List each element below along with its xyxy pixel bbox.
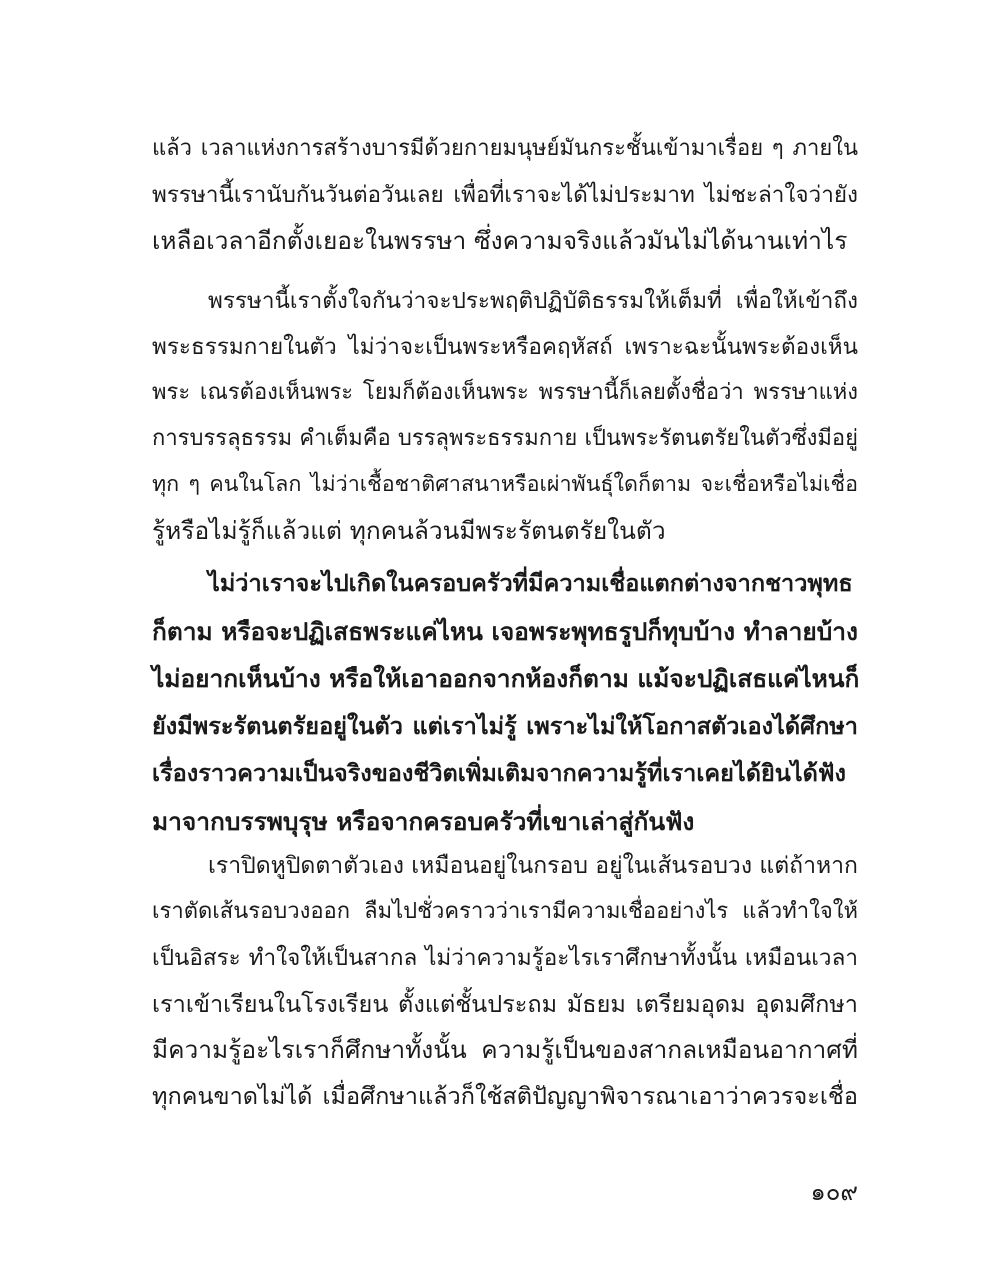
paragraph-line: รู้หรือไม่รู้ก็แล้วแต่ ทุกคนล้วนมีพระรัตนตรัยในตัว [152, 516, 666, 545]
paragraph-line: เราตัดเส้นรอบวงออก ลืมไปชั่วคราวว่าเรามีความเชื่ออย่างไร แล้วทำใจให้ [152, 899, 858, 924]
paragraph-line: ทุกคนขาดไม่ได้ เมื่อศึกษาแล้วก็ใช้สติปัญญาพิจารณาเอาว่าควรจะเชื่อ [152, 1082, 858, 1110]
paragraph-line: ทุก ๆ คนในโลก ไม่ว่าเชื้อชาติศาสนาหรือเผ่าพันธุ์ใดก็ตาม จะเชื่อหรือไม่เชื่อ [152, 472, 858, 497]
paragraph-line: ไม่ว่าเราจะไปเกิดในครอบครัวที่มีความเชื่อแตกต่างจากชาวพุทธ [208, 569, 853, 597]
paragraph-line: แล้ว เวลาแห่งการสร้างบารมีด้วยกายมนุษย์มันกระชั้นเข้ามาเรื่อย ๆ ภายใน [152, 136, 858, 161]
paragraph-1 [152, 126, 858, 264]
paragraph-line: ยังมีพระรัตนตรัยอยู่ในตัว แต่เราไม่รู้ เพราะไม่ให้โอกาสตัวเองได้ศึกษา [152, 711, 858, 740]
paragraph-line: มาจากบรรพบุรุษ หรือจากครอบครัวที่เขาเล่าสู่กันฟัง [152, 806, 695, 836]
paragraph-line: ไม่อยากเห็นบ้าง หรือให้เอาออกจากห้องก็ตาม แม้จะปฏิเสธแค่ไหนก็ [152, 664, 860, 693]
paragraph-line: พระ เณรต้องเห็นพระ โยมก็ต้องเห็นพระ พรรษานี้ก็เลยตั้งชื่อว่า พรรษาแห่ง [152, 380, 858, 405]
paragraph-line: เรื่องราวความเป็นจริงของชีวิตเพิ่มเติมจากความรู้ที่เราเคยได้ยินได้ฟัง [152, 759, 846, 787]
paragraph-line: พรรษานี้เรานับกันวันต่อวันเลย เพื่อที่เราจะได้ไม่ประมาท ไม่ชะล่าใจว่ายัง [152, 182, 858, 208]
paragraph-2 [152, 278, 858, 554]
paragraph-line: พรรษานี้เราตั้งใจกันว่าจะประพฤติปฏิบัติธรรมให้เต็มที่ เพื่อให้เข้าถึง [208, 288, 858, 314]
paragraph-4 [152, 843, 858, 1119]
paragraph-line: พระธรรมกายในตัว ไม่ว่าจะเป็นพระหรือคฤหัสถ์ เพราะฉะนั้นพระต้องเห็น [152, 334, 858, 360]
paragraph-line: มีความรู้อะไรเราก็ศึกษาทั้งนั้น ความรู้เป็นของสากลเหมือนอากาศที่ [152, 1035, 858, 1064]
paragraph-line: ก็ตาม หรือจะปฏิเสธพระแค่ไหน เจอพระพุทธรูปก็ทุบบ้าง ทำลายบ้าง [152, 616, 858, 646]
paragraph-3-bold [152, 560, 858, 845]
paragraph-line: เหลือเวลาอีกตั้งเยอะในพรรษา ซึ่งความจริงแล้วมันไม่ได้นานเท่าไร [152, 226, 848, 255]
paragraph-line: เป็นอิสระ ทำใจให้เป็นสากล ไม่ว่าความรู้อะไรเราศึกษาทั้งนั้น เหมือนเวลา [152, 945, 858, 971]
paragraph-line: เราเข้าเรียนในโรงเรียน ตั้งแต่ชั้นประถม มัธยม เตรียมอุดม อุดมศึกษา [152, 990, 858, 1018]
paragraph-line: การบรรลุธรรม คำเต็มคือ บรรลุพระธรรมกาย เป็นพระรัตนตรัยในตัวซึ่งมีอยู่ [152, 426, 858, 451]
page-number: ๑๐๙ [810, 1178, 858, 1206]
paragraph-line: เราปิดหูปิดตาตัวเอง เหมือนอยู่ในกรอบ อยู่ในเส้นรอบวง แต่ถ้าหาก [208, 853, 858, 879]
